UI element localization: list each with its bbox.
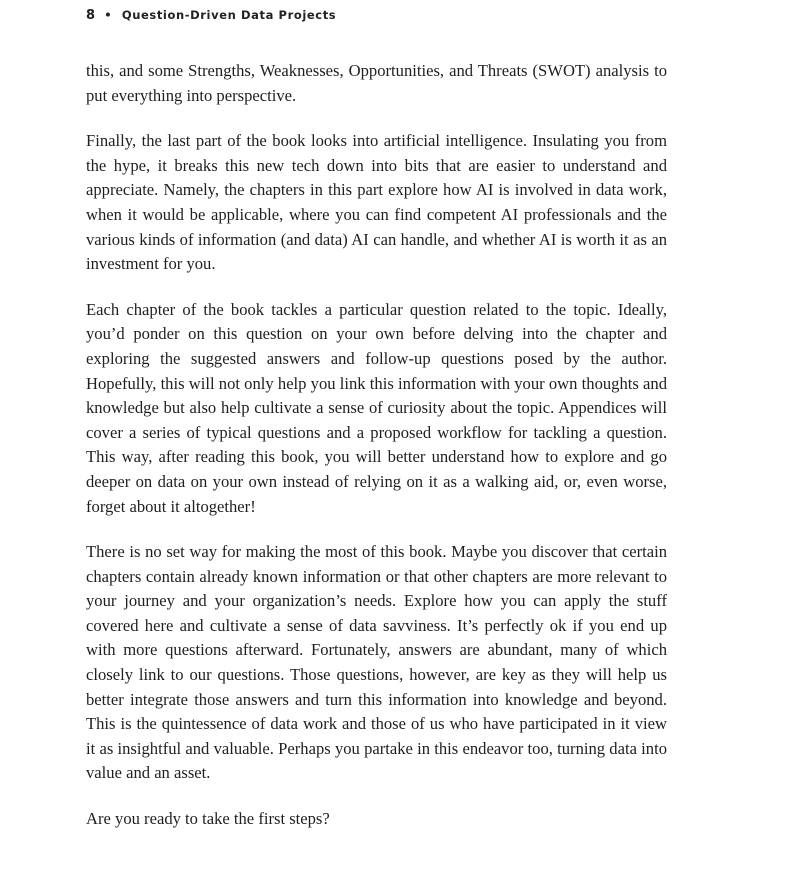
- book-title: Question-Driven Data Projects: [121, 8, 337, 22]
- paragraph-chapter-structure: Each chapter of the book tackles a particular question related to the topic. Ideally, you’d ponder on this question on your own before delving into the chapter and exploring the suggested answers and follow-up questions posed by the author. Hopefully, this will not only help you link this information with your own thoughts and knowledge but also help cultivate a sense of curiosity about the topic. Appendices will cover a series of typical questions and a proposed workflow for tackling a question. This way, after reading this book, you will better understand how to explore and go deeper on data on your own instead of relying on it as a walking aid, or, even worse, forget about it altogether!: [86, 299, 667, 516]
- header-separator: •: [104, 8, 113, 22]
- paragraph-ai-part: Finally, the last part of the book looks into artificial intelligence. Insulating you from the hype, it breaks this new tech down into bits that are easier to understand and appreciate. Namely, the chapters in this part explore how AI is involved in data work, when it would be applicable, where you can find competent AI professionals and the various kinds of information (and data) AI can handle, and whether AI is worth it as an investment for you.: [86, 131, 667, 274]
- paragraph-swot: this, and some Strengths, Weaknesses, Opportunities, and Threats (SWOT) analysis to put everything into perspective.: [86, 61, 667, 105]
- running-header: [86, 8, 336, 23]
- page-number: 8: [86, 8, 96, 23]
- page-body: [86, 59, 667, 853]
- paragraph-closing-question: Are you ready to take the first steps?: [86, 809, 330, 829]
- paragraph-how-to-use: There is no set way for making the most of this book. Maybe you discover that certain chapters contain already known information or that other chapters are more relevant to your journey and your organization’s needs. Explore how you can apply the stuff covered here and cultivate a sense of data savviness. It’s perfectly ok if you end up with more questions afterward. Fortunately, answers are abundant, many of which closely link to our questions. Those questions, however, are key as they will help us better integrate those answers and turn this information into knowledge and beyond. This is the quintessence of data work and those of us who have participated in it view it as insightful and valuable. Perhaps you partake in this endeavor too, turning data into value and an asset.: [86, 542, 667, 783]
